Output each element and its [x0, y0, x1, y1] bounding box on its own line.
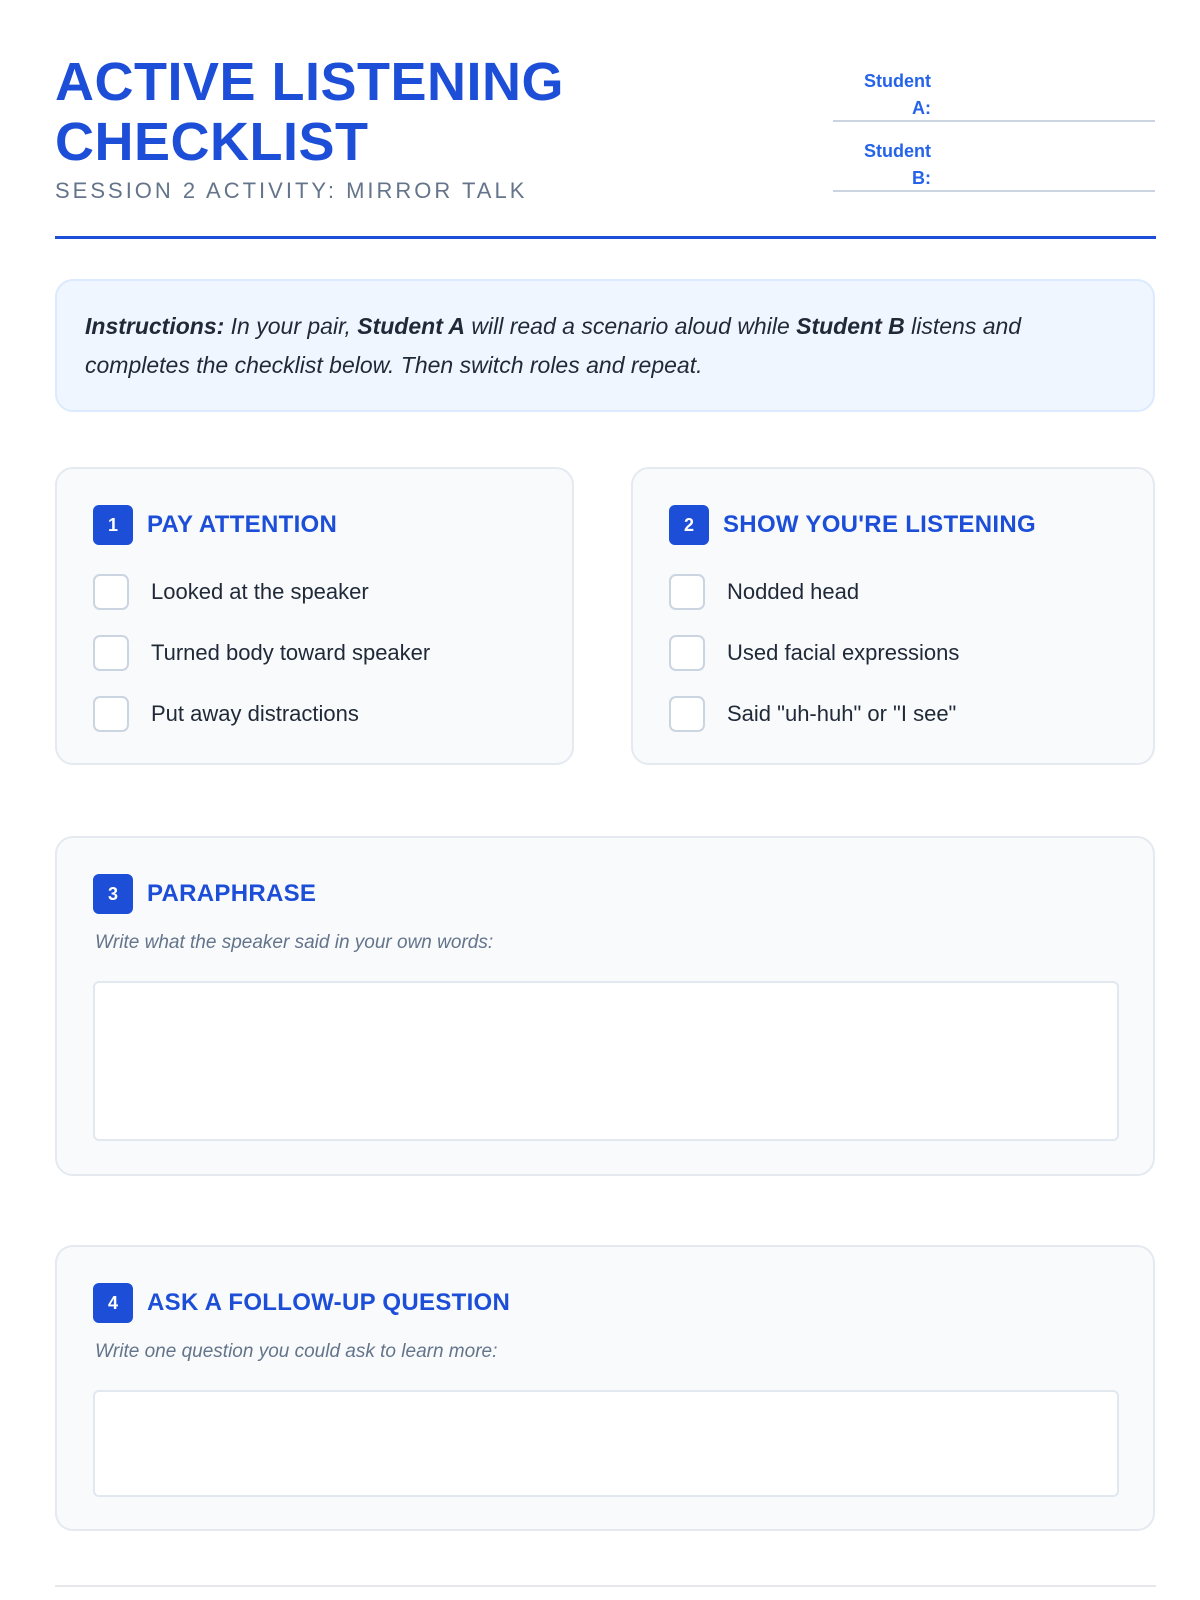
instructions-student-b: Student B	[796, 313, 905, 339]
checklist-item	[93, 632, 430, 674]
checklist-item	[669, 571, 959, 613]
checkbox[interactable]	[669, 696, 705, 732]
checklist-item	[93, 571, 430, 613]
section-title: ASK A FOLLOW-UP QUESTION	[147, 1289, 511, 1316]
instructions-text-2: will read a scenario aloud while	[465, 313, 797, 339]
checkbox[interactable]	[93, 635, 129, 671]
checklist-item-label: Used facial expressions	[727, 640, 960, 665]
paraphrase-answer-box[interactable]	[93, 981, 1119, 1141]
checkbox[interactable]	[669, 635, 705, 671]
follow-up-answer-box[interactable]	[93, 1390, 1119, 1497]
header-divider	[55, 236, 1156, 239]
page-title: ACTIVE LISTENING CHECKLIST	[55, 52, 565, 172]
section-title: SHOW YOU'RE LISTENING	[723, 511, 1036, 538]
instructions-lead: Instructions:	[85, 313, 225, 339]
section-show-listening	[631, 467, 1155, 765]
checkbox[interactable]	[93, 574, 129, 610]
section-number-badge: 1	[93, 505, 133, 545]
checklist-item-label: Nodded head	[727, 579, 860, 604]
checklist	[93, 571, 430, 754]
checklist-item-label: Put away distractions	[151, 701, 359, 726]
worksheet-header	[55, 52, 1155, 237]
section-paraphrase	[55, 836, 1155, 1176]
section-header	[93, 1283, 510, 1323]
checklist-item-label: Looked at the speaker	[151, 579, 369, 604]
student-b-label: Student B:	[864, 141, 931, 188]
instructions-text-1: In your pair,	[224, 313, 358, 339]
section-title: PARAPHRASE	[147, 880, 317, 907]
checklist	[669, 571, 959, 754]
student-a-field[interactable]	[833, 64, 1155, 122]
checkbox[interactable]	[669, 574, 705, 610]
checkbox[interactable]	[93, 696, 129, 732]
checklist-item-label: Said "uh-huh" or "I see"	[727, 701, 957, 726]
section-header	[669, 505, 1036, 545]
checklist-item	[669, 632, 959, 674]
page-subtitle: SESSION 2 ACTIVITY: MIRROR TALK	[55, 178, 528, 203]
student-b-field[interactable]	[833, 134, 1155, 192]
section-number-badge: 4	[93, 1283, 133, 1323]
section-prompt: Write what the speaker said in your own words:	[95, 932, 494, 953]
section-title: PAY ATTENTION	[147, 511, 338, 538]
section-header	[93, 505, 337, 545]
instructions-text-3: listens and completes the checklist below. Then switch roles and repeat.	[85, 313, 1022, 378]
section-prompt: Write one question you could ask to learn more:	[95, 1341, 498, 1362]
section-follow-up-question	[55, 1245, 1155, 1531]
instructions-box	[55, 279, 1155, 412]
footer-divider	[55, 1585, 1156, 1587]
checklist-item	[669, 693, 959, 735]
checklist-item	[93, 693, 430, 735]
section-header	[93, 874, 316, 914]
student-names	[833, 64, 1155, 204]
section-number-badge: 2	[669, 505, 709, 545]
instructions-student-a: Student A	[357, 313, 465, 339]
section-number-badge: 3	[93, 874, 133, 914]
student-a-label: Student A:	[864, 71, 931, 118]
section-pay-attention	[55, 467, 574, 765]
checklist-item-label: Turned body toward speaker	[151, 640, 431, 665]
